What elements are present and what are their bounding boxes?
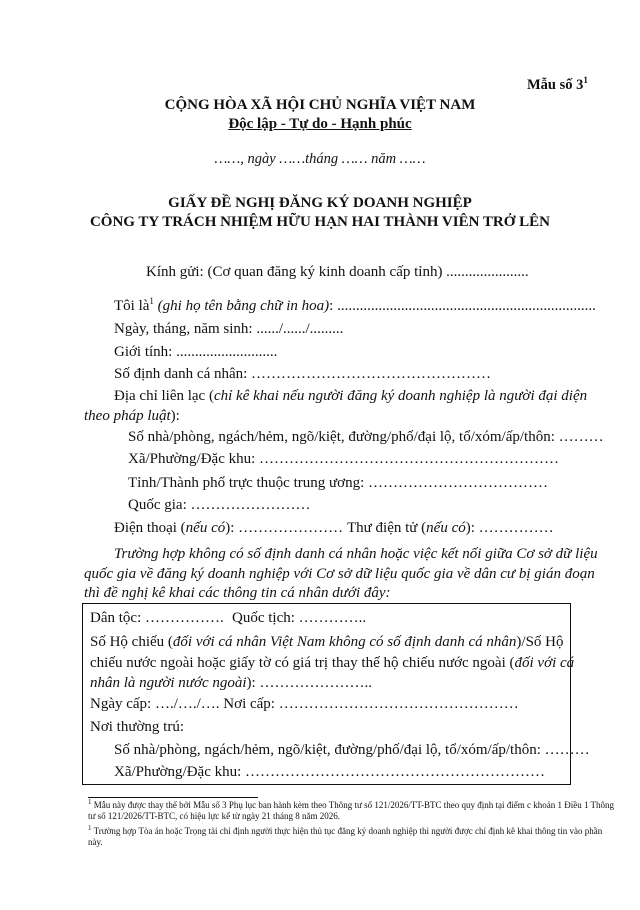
ward-field: Xã/Phường/Đặc khu: ……………………………………………………: [128, 451, 560, 467]
residence-label: Nơi thường trú:: [90, 719, 184, 735]
country-field: Quốc gia: ……………………: [128, 497, 311, 513]
email-field: Thư điện tử (nếu có): ……………: [347, 520, 554, 536]
form-title: GIẤY ĐỀ NGHỊ ĐĂNG KÝ DOANH NGHIỆP: [168, 195, 472, 211]
address-label: Địa chỉ liên lạc (chỉ kê khai nếu người đăng ký doanh nghiệp là người đại diện: [114, 388, 588, 404]
notice-line-3: thì đề nghị kê khai các thông tin cá nhân dưới đây:: [84, 585, 391, 601]
form-subtitle: CÔNG TY TRÁCH NHIỆM HỮU HẠN HAI THÀNH VIÊN TRỞ LÊN: [89, 214, 551, 230]
phone-field: Điện thoại (nếu có): …………………: [114, 520, 344, 536]
form-number: Mẫu số $3^1$: [527, 75, 588, 93]
house-field: Số nhà/phòng, ngách/hẻm, ngõ/kiệt, đường/phố/đại lộ, tổ/xóm/ấp/thôn: ………: [128, 429, 604, 445]
footnote-1: $^1$ Mẫu này được thay thế bởi Mẫu số 3 Phụ lục ban hành kèm theo Thông tư số 121/2026/TT-BTC theo quy định tại điểm c khoản 1 Điều 1 Thông tư số 121/2026/TT-BTC, có hiệu lực kể từ ngày 21 tháng 8 năm 2026.: [88, 798, 615, 821]
id-number-field: Số định danh cá nhân: …………………………………………: [114, 366, 492, 382]
passport-line-1: Số Hộ chiếu (đối với cá nhân Việt Nam không có số định danh cá nhân)/Số Hộ: [90, 634, 564, 650]
gender-field: Giới tính: ...........................: [114, 344, 278, 360]
notice-line-2: quốc gia về đăng ký doanh nghiệp với Cơ sở dữ liệu quốc gia về dân cư bị gián đoạn: [84, 566, 595, 582]
date-line: ……, ngày ……tháng …… năm ……: [214, 151, 426, 167]
notice-line-1: Trường hợp không có số định danh cá nhân hoặc việc kết nối giữa Cơ sở dữ liệu: [114, 546, 598, 562]
footnote-divider: [88, 797, 258, 798]
country-name: CỘNG HÒA XÃ HỘI CHỦ NGHĨA VIỆT NAM: [164, 97, 476, 113]
name-field: Tôi $là^1$ (ghi họ tên bằng chữ in hoa): .....................................................................: [114, 296, 596, 314]
ethnicity-field: Dân tộc: …………….: [90, 610, 224, 626]
residence-ward-field: Xã/Phường/Đặc khu: ……………………………………………………: [114, 764, 546, 780]
dob-field: Ngày, tháng, năm sinh: ....../....../.........: [114, 321, 344, 337]
footnote-ref: 1: [583, 75, 588, 86]
passport-line-2: chiếu nước ngoài hoặc giấy tờ có giá trị thay thế hộ chiếu nước ngoài (đối với cá: [90, 655, 575, 671]
footnote-ref: 1: [149, 296, 154, 306]
residence-house-field: Số nhà/phòng, ngách/hẻm, ngõ/kiệt, đường/phố/đại lộ, tổ/xóm/ấp/thôn: ………: [114, 742, 590, 758]
motto: Độc lập - Tự do - Hạnh phúc: [228, 116, 412, 132]
nationality-field: Quốc tịch: …………..: [232, 610, 367, 626]
recipient-line: Kính gửi: (Cơ quan đăng ký kinh doanh cấp tỉnh) ......................: [146, 264, 529, 280]
passport-line-3: nhân là người nước ngoài): …………………..: [90, 675, 372, 691]
footnote-2: $^1$ Trường hợp Tòa án hoặc Trọng tài chỉ định người thực hiện thủ tục đăng ký doanh nghiệp thì người được chỉ định kê khai thông tin vào phần này.: [88, 824, 603, 847]
issue-field: Ngày cấp: …./…./…. Nơi cấp: …………………………………………: [90, 696, 519, 712]
province-field: Tỉnh/Thành phố trực thuộc trung ương: ………………………………: [128, 475, 548, 491]
address-label-cont: theo pháp luật):: [84, 408, 180, 424]
